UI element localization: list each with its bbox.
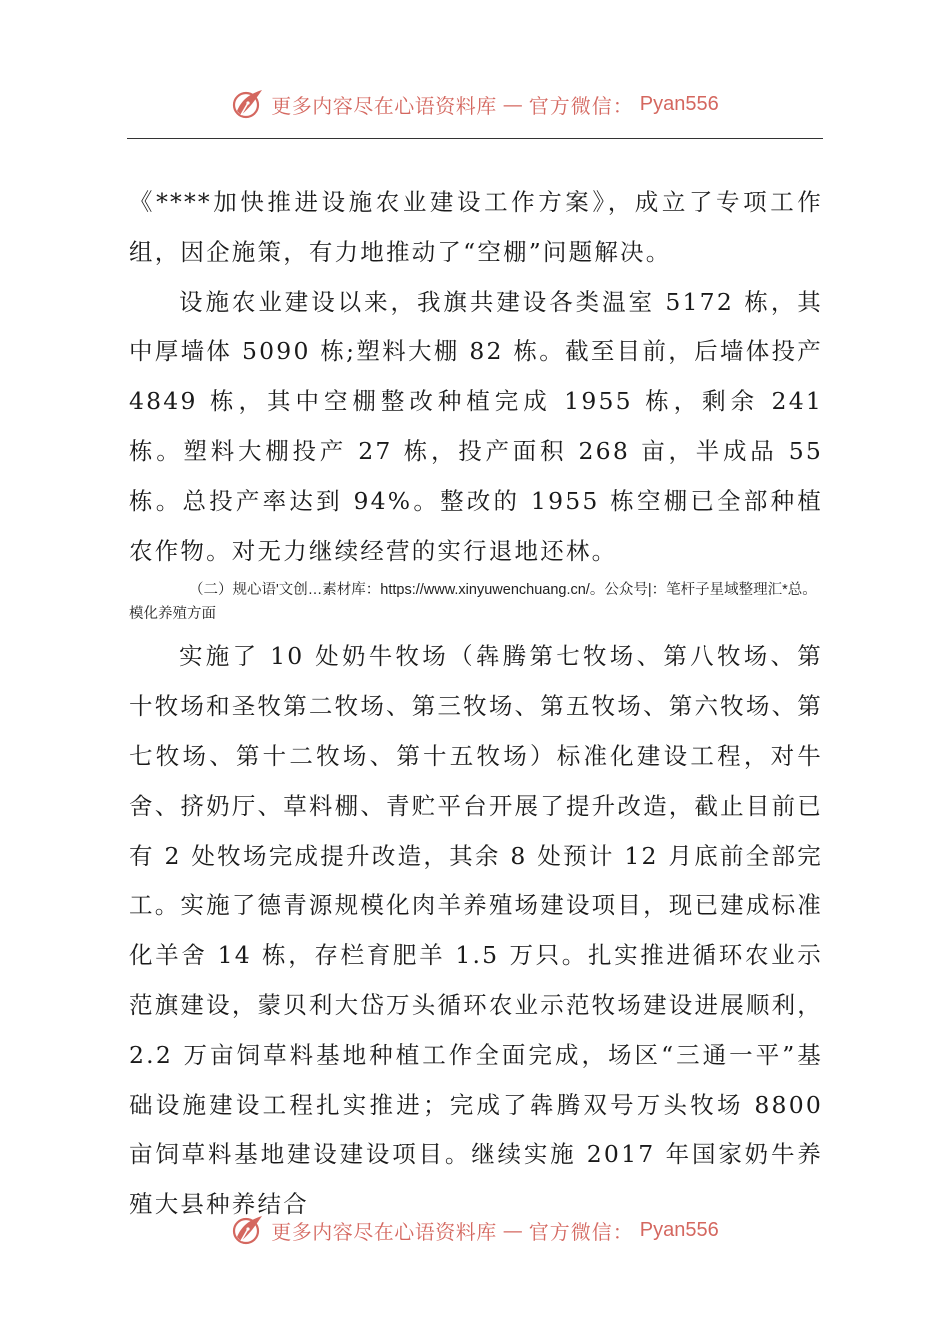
page-footer bbox=[0, 1210, 950, 1250]
paragraph-continuation: 《****加快推进设施农业建设工作方案》，成立了专项工作组，因企施策，有力地推动了“空棚”问题解决。 bbox=[129, 188, 823, 266]
header-wechat-id: Pyan556 bbox=[639, 92, 719, 115]
pen-nib-logo-icon bbox=[231, 1213, 265, 1247]
pen-nib-logo-icon bbox=[231, 87, 265, 121]
document-body bbox=[129, 178, 823, 1230]
paragraph-dairy-farms: 实施了 10 处奶牛牧场（犇腾第七牧场、第八牧场、第十牧场和圣牧第二牧场、第三牧场、第五牧场、第六牧场、第七牧场、第十二牧场、第十五牧场）标准化建设工程，对牛舍、挤奶厅、草料棚、青贮平台开展了提升改造，截止目前已有 2 处牧场完成提升改造，其余 8 处预计 12 月底前全部完工。实施了德青源规模化肉羊养殖场建设项目，现已建成标准化羊舍 14 栋，存栏育肥羊 1.5 万只。扎实推进循环农业示范旗建设，蒙贝利大岱万头循环农业示范牧场建设进展顺利，2.2 万亩饲草料基地种植工作全面完成，场区“三通一平”基础设施建设工程扎实推进；完成了犇腾双号万头牧场 8800 亩饲草料基地建设建设项目。继续实施 2017 年国家奶牛养殖大县种养结合 bbox=[129, 642, 823, 1219]
footer-official-label: 官方微信： bbox=[528, 1219, 634, 1244]
header-official-label: 官方微信： bbox=[528, 93, 634, 118]
header-divider bbox=[127, 138, 823, 139]
paragraph-greenhouse-stats: 设施农业建设以来，我旗共建设各类温室 5172 栋，其中厚墙体 5090 栋;塑料大棚 82 栋。截至目前，后墙体投产 4849 栋，其中空棚整改种植完成 1955 栋，剩余 241 栋。塑料大棚投产 27 栋，投产面积 268 亩，半成品 55 栋。总投产率达到 94%。整改的 1955 栋空棚已全部种植农作物。对无力继续经营的实行退地还林。 bbox=[129, 287, 823, 565]
header-brand-text: 更多内容尽在心语资料库 bbox=[271, 93, 497, 118]
footer-brand-text: 更多内容尽在心语资料库 bbox=[271, 1219, 497, 1244]
page-header bbox=[0, 84, 950, 124]
header-dash: — bbox=[502, 92, 523, 116]
footer-brand bbox=[231, 1213, 718, 1247]
footer-wechat-id: Pyan556 bbox=[639, 1218, 719, 1241]
section-heading-watermarked: （二）规心语'文创…素材库：https://www.xinyuwenchuang.cn/。公众号|：笔杆子星域整理汇*总。模化养殖方面 bbox=[129, 582, 817, 623]
header-brand bbox=[231, 87, 718, 121]
footer-dash: — bbox=[502, 1218, 523, 1242]
